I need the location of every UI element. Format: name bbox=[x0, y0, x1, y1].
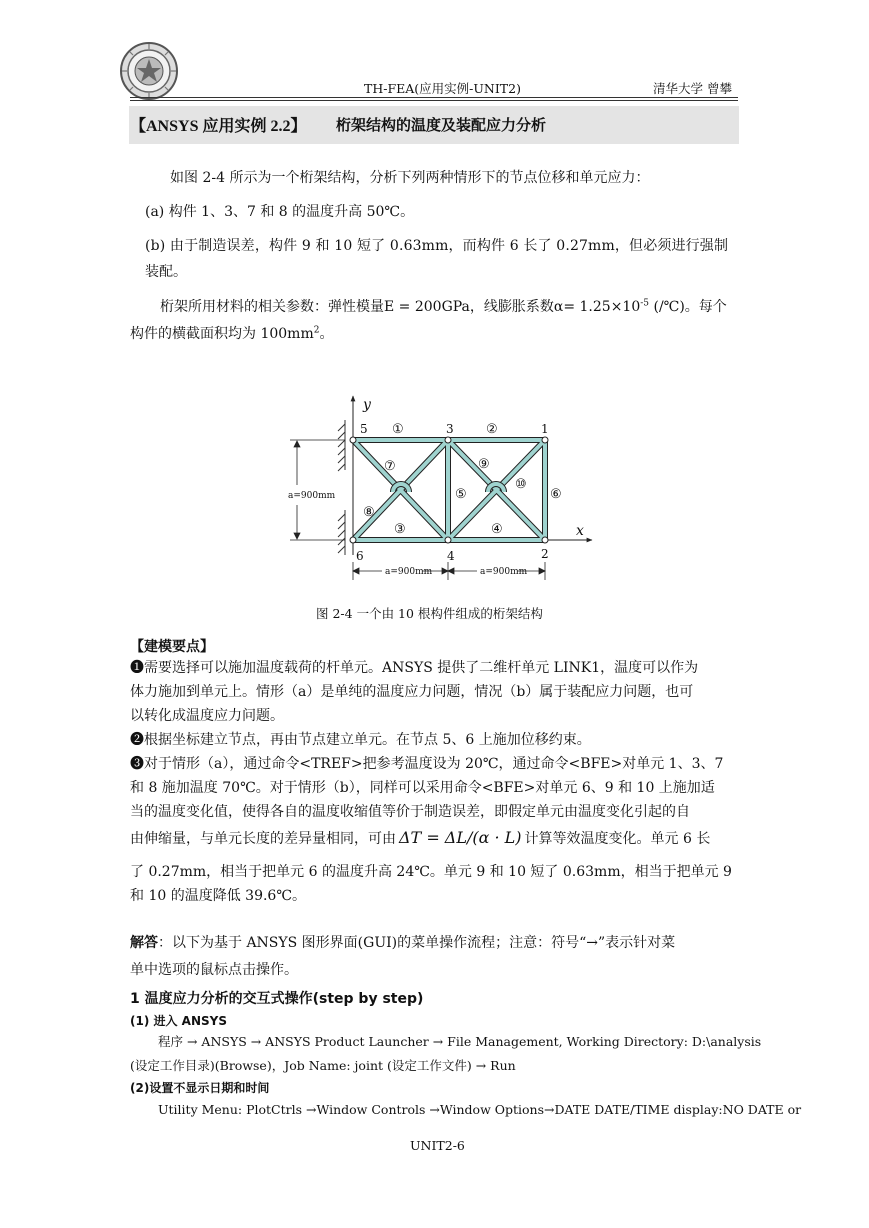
dim-label-right: a=900mm bbox=[480, 567, 528, 577]
node-label: 3 bbox=[446, 422, 454, 436]
element-label: ⑧ bbox=[363, 505, 375, 520]
arrow-symbol: → bbox=[586, 935, 599, 951]
case-b-line2: 装配。 bbox=[145, 264, 187, 280]
dim-label-height: a=900mm bbox=[288, 491, 336, 501]
formula-pre: 由伸缩量，与单元长度的差异量相同，可由 bbox=[130, 831, 396, 847]
area-text: 构件的横截面积均为 100mm bbox=[130, 326, 314, 342]
formula: ΔT = ΔL/(α · L) bbox=[399, 828, 522, 847]
step-title: (1) 进入 ANSYS bbox=[130, 1014, 227, 1028]
node-label: 6 bbox=[356, 549, 364, 563]
node-label: 4 bbox=[447, 549, 455, 563]
formula-line bbox=[130, 826, 710, 851]
modeling-line: 体力施加到单元上。情形（a）是单纯的温度应力问题，情况（b）属于装配应力问题，也可 bbox=[130, 684, 694, 700]
header-center-text: TH-FEA(应用实例-UNIT2) bbox=[364, 81, 521, 96]
header-rule bbox=[130, 97, 738, 98]
material-exponent: -5 bbox=[640, 298, 650, 309]
dim-label-left: a=900mm bbox=[385, 567, 433, 577]
x-axis-label: x bbox=[576, 523, 584, 539]
node-label: 5 bbox=[360, 422, 368, 436]
modeling-line: 当的温度变化值，使得各自的温度收缩值等价于制造误差，即假定单元由温度变化引起的自 bbox=[130, 804, 690, 820]
element-label: ⑦ bbox=[384, 459, 396, 474]
case-a: (a) 构件 1、3、7 和 8 的温度升高 50℃。 bbox=[145, 204, 415, 220]
material-text: 桁架所用材料的相关参数：弹性模量E = 200GPa，线膨胀系数α= 1.25×10 bbox=[160, 299, 641, 315]
material-line2 bbox=[130, 322, 333, 346]
element-label: ⑤ bbox=[455, 487, 467, 502]
modeling-line: ❷根据坐标建立节点，再由节点建立单元。在节点 5、6 上施加位移约束。 bbox=[130, 732, 591, 748]
area-text-end: 。 bbox=[319, 326, 334, 342]
answer-line1 bbox=[130, 931, 675, 955]
intro-line: 如图 2-4 所示为一个桁架结构，分析下列两种情形下的节点位移和单元应力： bbox=[170, 170, 650, 186]
modeling-line: 了 0.27mm，相当于把单元 6 的温度升高 24℃。单元 9 和 10 短了 0.63mm，相当于把单元 9 bbox=[130, 864, 732, 880]
answer-label: 解答 bbox=[130, 935, 158, 951]
modeling-heading: 【建模要点】 bbox=[130, 639, 214, 655]
element-label: ③ bbox=[394, 522, 406, 537]
height-dimension bbox=[290, 440, 345, 540]
section-heading: 1 温度应力分析的交互式操作(step by step) bbox=[130, 991, 424, 1007]
modeling-line: 和 10 的温度降低 39.6℃。 bbox=[130, 888, 306, 904]
element-label: ⑥ bbox=[550, 487, 562, 502]
area-exponent: 2 bbox=[313, 325, 320, 336]
material-text-end: (/℃)。每个 bbox=[649, 299, 727, 315]
y-axis-label: y bbox=[363, 397, 371, 413]
page-number: UNIT2-6 bbox=[410, 1138, 465, 1153]
material-line1 bbox=[160, 295, 727, 319]
modeling-line: 和 8 施加温度 70℃。对于情形（b），同样可以采用命令<BFE>对单元 6、9 和 10 上施加适 bbox=[130, 780, 715, 796]
step-line: Utility Menu: PlotCtrls →Window Controls →Window Options→DATE DATE/TIME display:NO DATE or bbox=[158, 1102, 802, 1117]
step-title: (2)设置不显示日期和时间 bbox=[130, 1081, 270, 1095]
answer-text: ：以下为基于 ANSYS 图形界面(GUI)的菜单操作流程；注意：符号“ bbox=[158, 935, 587, 951]
step-line: 程序 → ANSYS → ANSYS Product Launcher → File Management, Working Directory: D:\analysis bbox=[158, 1034, 762, 1049]
modeling-line: ❶需要选择可以施加温度载荷的杆单元。ANSYS 提供了二维杆单元 LINK1，温度可以作为 bbox=[130, 660, 699, 676]
example-tag: 【ANSYS 应用实例 2.2】 bbox=[130, 118, 307, 135]
node-label: 1 bbox=[541, 422, 549, 436]
header-right-text: 清华大学 曾攀 bbox=[653, 81, 732, 96]
figure-caption: 图 2-4 一个由 10 根构件组成的桁架结构 bbox=[316, 606, 543, 621]
truss-figure bbox=[280, 380, 600, 580]
modeling-line: 以转化成温度应力问题。 bbox=[130, 708, 284, 724]
formula-post: 计算等效温度变化。单元 6 长 bbox=[524, 831, 711, 847]
node-label: 2 bbox=[541, 547, 549, 561]
element-label: ② bbox=[486, 422, 498, 437]
element-label: ⑩ bbox=[515, 477, 527, 492]
header-rule-secondary bbox=[130, 100, 738, 101]
answer-line2: 单中选项的鼠标点击操作。 bbox=[130, 962, 298, 978]
element-label: ⑨ bbox=[478, 457, 490, 472]
element-label: ④ bbox=[491, 522, 503, 537]
element-label: ① bbox=[392, 422, 404, 437]
modeling-line: ❸对于情形（a），通过命令<TREF>把参考温度设为 20℃，通过命令<BFE>对单元 1、3、7 bbox=[130, 756, 724, 772]
case-b-line1: (b) 由于制造误差，构件 9 和 10 短了 0.63mm，而构件 6 长了 0.27mm，但必须进行强制 bbox=[145, 238, 729, 254]
page-title: 桁架结构的温度及装配应力分析 bbox=[336, 116, 547, 134]
step-line: (设定工作目录)(Browse)，Job Name: joint (设定工作文件) → Run bbox=[130, 1058, 516, 1073]
university-seal-logo bbox=[119, 41, 179, 101]
answer-text-end: ”表示针对菜 bbox=[598, 935, 676, 951]
